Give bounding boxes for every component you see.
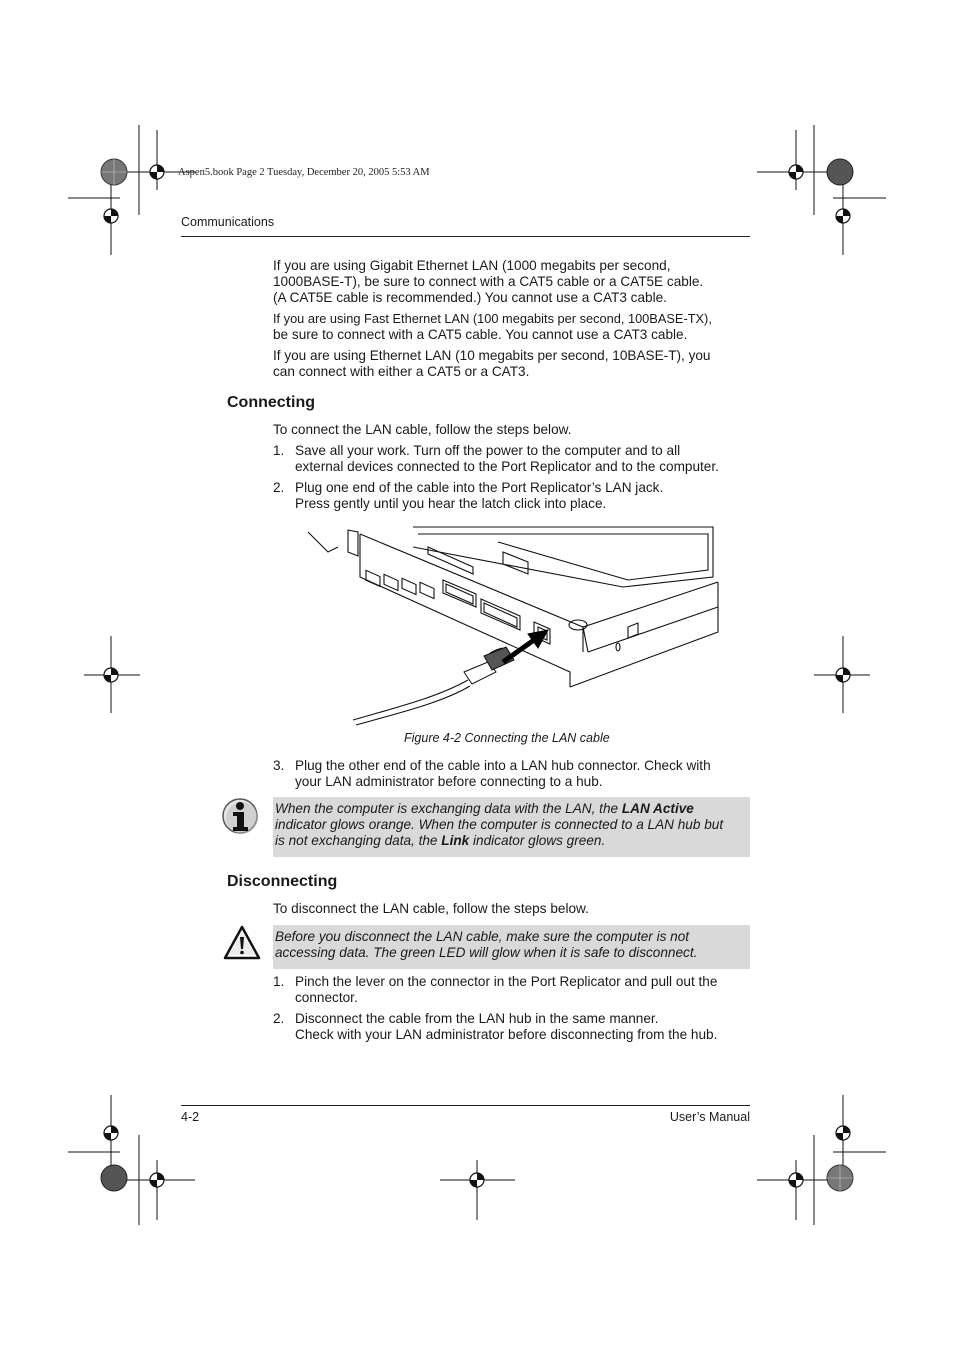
intro-paragraph-fast-ethernet: If you are using Fast Ethernet LAN (100 megabits per second, 100BASE-TX), be sure to connect with a CAT5 cable. You cannot use a CAT3 cable.: [273, 311, 712, 342]
lan-cable-illustration: [298, 522, 728, 727]
section-heading-connecting: Connecting: [227, 394, 315, 411]
connecting-lead: To connect the LAN cable, follow the steps below.: [273, 422, 572, 437]
intro-paragraph-ethernet: If you are using Ethernet LAN (10 megabits per second, 10BASE-T), you can connect with either a CAT5 or a CAT3.: [273, 348, 711, 379]
caution-icon: [222, 924, 262, 962]
print-metadata: Aspen5.book Page 2 Tuesday, December 20, 2005 5:53 AM: [178, 167, 430, 178]
info-icon: [221, 796, 261, 836]
caution-disconnect: Before you disconnect the LAN cable, make sure the computer is not accessing data. The green LED will glow when it is safe to disconnect.: [273, 925, 750, 969]
intro-paragraph-gigabit: If you are using Gigabit Ethernet LAN (1000 megabits per second, 1000BASE-T), be sure to connect with a CAT5 cable or a CAT5E cable. (A CAT5E cable is recommended.) You cannot use a CAT3 cable.: [273, 258, 704, 305]
running-header: Communications: [181, 215, 275, 229]
page-number: 4-2: [181, 1110, 200, 1124]
footer-rule: [181, 1105, 750, 1106]
note-lan-indicators: When the computer is exchanging data with the LAN, the LAN Active indicator glows orange. When the computer is connected to a LAN hub but is not exchanging data, the Link indicator glows green.: [273, 797, 750, 857]
section-heading-disconnecting: Disconnecting: [227, 873, 338, 890]
figure-caption: Figure 4-2 Connecting the LAN cable: [404, 731, 610, 745]
header-rule: [181, 236, 750, 237]
manual-title: User’s Manual: [669, 1110, 750, 1124]
disconnecting-lead: To disconnect the LAN cable, follow the steps below.: [273, 901, 589, 916]
